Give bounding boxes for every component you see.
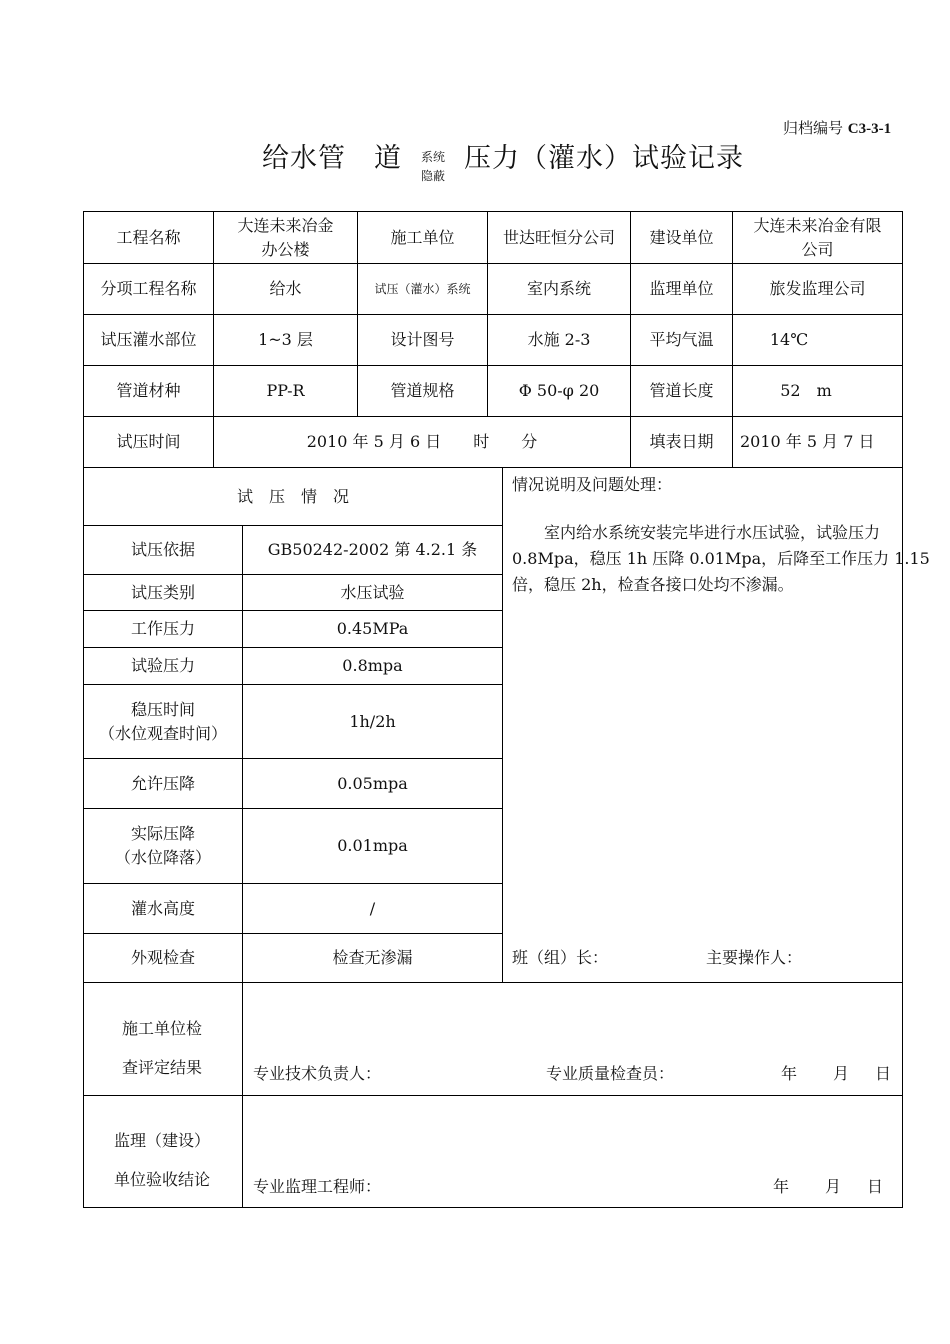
owner-label: 建设单位 <box>649 227 714 247</box>
test-row-label <box>84 809 242 883</box>
test-row-value: 水压试验 <box>340 582 405 602</box>
archive-code: C3-3-1 <box>847 121 892 137</box>
title-part2: 压力（灌水）试验记录 <box>464 143 744 174</box>
drawing-label: 设计图号 <box>390 330 455 349</box>
test-row-label-line2: （水位观查时间） <box>98 723 227 743</box>
test-row-value: GB50242-2002 第 4.2.1 条 <box>267 540 478 559</box>
test-row-label: 试压类别 <box>130 582 195 602</box>
fill-date-label: 填表日期 <box>649 432 714 451</box>
supervision-eval-label-line1: 监理（建设） <box>114 1131 211 1150</box>
date-month: 月 <box>833 1064 850 1083</box>
test-row-label: 灌水高度 <box>130 898 195 918</box>
test-row-label-line1: 稳压时间 <box>130 699 195 719</box>
fill-date-value: 2010 年 5 月 7 日 <box>740 432 875 451</box>
project-name-label: 工程名称 <box>116 227 181 247</box>
test-section-heading: 试 压 情 况 <box>236 486 349 506</box>
test-system-value: 室内系统 <box>526 279 591 298</box>
temp-value: 14℃ <box>769 330 809 349</box>
owner-line2: 公司 <box>801 239 834 259</box>
test-row-label: 工作压力 <box>130 619 195 638</box>
test-row-label: 外观检查 <box>130 948 195 967</box>
material-label: 管道材种 <box>116 381 181 400</box>
drawing-value: 水施 2-3 <box>527 330 591 349</box>
test-row-label-line1: 实际压降 <box>130 824 195 843</box>
test-row-value: 1h/2h <box>349 711 396 731</box>
test-row-value: 检查无渗漏 <box>332 948 413 967</box>
test-row-label: 试验压力 <box>130 656 195 675</box>
length-value: 52 m <box>780 381 832 400</box>
test-row-value: 0.8mpa <box>342 656 403 675</box>
construction-eval-label-line2: 查评定结果 <box>122 1058 203 1077</box>
test-row-value: / <box>369 898 376 918</box>
contractor-label: 施工单位 <box>390 227 455 247</box>
qa-label: 专业质量检查员： <box>546 1064 675 1083</box>
remarks-line2: 0.8Mpa，稳压 1h 压降 0.01Mpa，后降至工作压力 1.15 <box>512 549 930 568</box>
project-name-value <box>214 212 357 263</box>
project-name-line1: 大连未来冶金 <box>237 215 334 235</box>
date-month: 月 <box>825 1177 842 1196</box>
title-sub-top: 系统 <box>421 150 446 164</box>
subproject-label: 分项工程名称 <box>100 279 197 298</box>
test-row-value: 0.01mpa <box>337 836 408 855</box>
test-time-value: 2010 年 5 月 6 日 时 分 <box>306 432 538 451</box>
test-row-value: 0.05mpa <box>337 773 408 793</box>
archive-number <box>783 117 891 138</box>
temp-label: 平均气温 <box>649 330 714 349</box>
operator-label: 主要操作人： <box>706 948 803 967</box>
test-row-label-line2: （水位降落） <box>114 848 211 867</box>
location-label: 试压灌水部位 <box>100 330 197 349</box>
subproject-value: 给水 <box>269 279 302 298</box>
length-label: 管道长度 <box>649 381 714 400</box>
tech-lead-label: 专业技术负责人： <box>253 1064 382 1083</box>
supervision-engineer-label: 专业监理工程师： <box>253 1177 382 1196</box>
supervisor-label: 监理单位 <box>649 279 714 298</box>
contractor-value: 世达旺恒分公司 <box>502 227 615 247</box>
project-name-line2: 办公楼 <box>261 239 310 259</box>
title-part1: 给水管 道 <box>262 143 402 174</box>
supervisor-value: 旅发监理公司 <box>769 279 866 298</box>
location-value: 1~3 层 <box>258 330 313 349</box>
test-row-label: 允许压降 <box>130 773 195 793</box>
spec-label: 管道规格 <box>390 381 455 400</box>
material-value: PP-R <box>266 381 305 400</box>
owner-line1: 大连未来冶金有限 <box>753 215 882 235</box>
test-time-label: 试压时间 <box>116 432 181 451</box>
team-leader-label: 班（组）长： <box>512 948 609 967</box>
remarks-line3: 倍，稳压 2h，检查各接口处均不渗漏。 <box>512 575 794 594</box>
test-row-label <box>84 685 242 758</box>
test-row-value: 0.45MPa <box>336 619 409 638</box>
supervision-eval-label-line2: 单位验收结论 <box>114 1170 211 1189</box>
construction-eval-label-line1: 施工单位检 <box>122 1019 203 1038</box>
date-day: 日 <box>867 1177 884 1196</box>
test-row-label: 试压依据 <box>130 540 195 559</box>
date-year: 年 <box>773 1177 790 1196</box>
date-year: 年 <box>781 1064 798 1083</box>
archive-label: 归档编号 <box>783 119 844 137</box>
spec-value: Φ 50-φ 20 <box>518 381 600 400</box>
test-system-label: 试压（灌水）系统 <box>374 282 471 296</box>
remarks-line1: 室内给水系统安装完毕进行水压试验，试验压力 <box>544 523 881 542</box>
title-sub-bottom: 隐蔽 <box>421 169 446 183</box>
owner-value <box>733 212 902 263</box>
remarks-heading: 情况说明及问题处理： <box>512 475 673 494</box>
date-day: 日 <box>875 1064 892 1083</box>
